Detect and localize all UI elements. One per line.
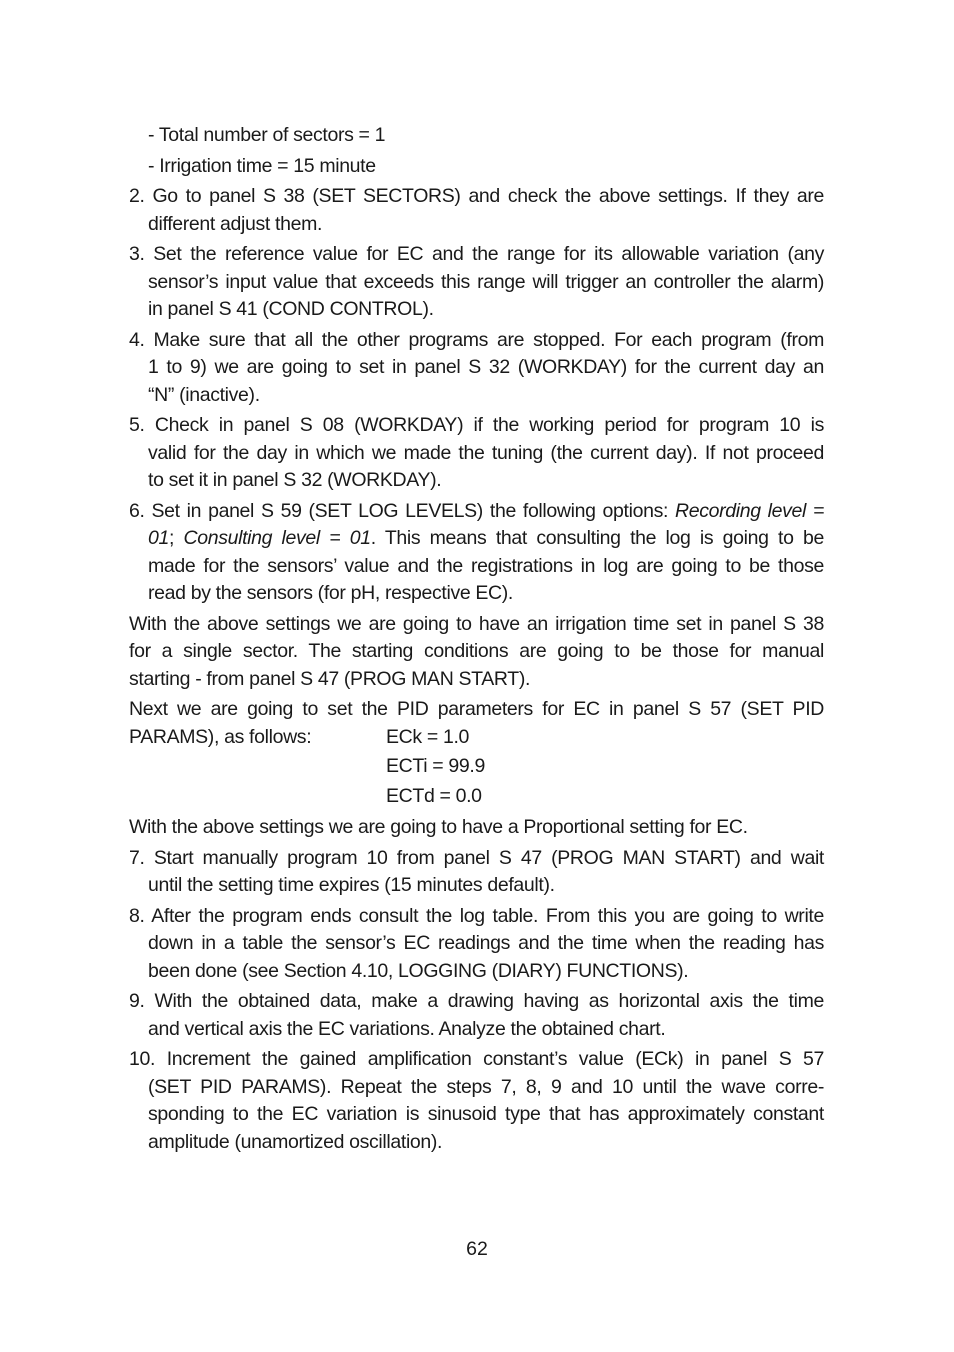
page-number: 62 [466, 1238, 488, 1260]
step-6-line-1 [129, 498, 824, 526]
step-6 [129, 498, 824, 608]
step-10-line-4: amplitude (unamortized oscillation). [148, 1130, 443, 1153]
step-6-line-4: read by the sensors (for pH, respective EC). [148, 582, 514, 604]
para-1-line-1: With the above settings we are going to have an irrigation time set in panel S 38 [129, 612, 824, 635]
para-2-line-1: Next we are going to set the PID parameters for EC in panel S 57 (SET PID [129, 698, 824, 720]
step-6-line-2-text: . This means that consulting the log is going to be [370, 527, 824, 549]
step-3-line-1: 3. Set the reference value for EC and the range for its allowable variation (any [129, 243, 824, 265]
pid-ectd: ECTd = 0.0 [386, 785, 482, 807]
pid-row-ecti [129, 751, 824, 781]
step-2-line-2: different adjust them. [148, 212, 323, 235]
step-5 [129, 412, 824, 495]
step-10-line-1: 10. Increment the gained amplification constant’s value (ECk) in panel S 57 [129, 1048, 824, 1070]
step-7-line-2: until the setting time expires (15 minutes default). [148, 874, 555, 896]
intro-irrigation-time: - Irrigation time = 15 minute [148, 154, 376, 177]
step-6-line-3: made for the sensors’ value and the registrations in log are going to be those [148, 554, 824, 577]
step-6-line-1-text: 6. Set in panel S 59 (SET LOG LEVELS) the following options: [129, 499, 675, 522]
step-9-line-2: and vertical axis the EC variations. Analyze the obtained chart. [148, 1017, 666, 1040]
step-3-line-2: sensor’s input value that exceeds this range will trigger an controller the alarm) [148, 270, 824, 293]
paragraph-irrigation-settings [129, 611, 824, 694]
step-5-line-1: 5. Check in panel S 08 (WORKDAY) if the working period for program 10 is [129, 414, 824, 436]
step-9-line-1: 9. With the obtained data, make a drawing having as horizontal axis the time [129, 990, 824, 1012]
para-1-line-3: starting - from panel S 47 (PROG MAN START). [129, 667, 531, 690]
step-8-line-1: 8. After the program ends consult the log table. From this you are going to write [129, 904, 824, 927]
page-body [129, 122, 824, 1156]
recording-level-label: Recording level = [674, 499, 824, 522]
step-10 [129, 1046, 824, 1156]
para-1-line-2: for a single sector. The starting conditions are going to be those for manual [129, 640, 824, 662]
step-10-line-3: sponding to the EC variation is sinusoid type that has approximately constant [148, 1103, 824, 1125]
step-8-line-3: been done (see Section 4.10, LOGGING (DIARY) FUNCTIONS). [148, 959, 689, 982]
intro-sectors: - Total number of sectors = 1 [148, 124, 386, 146]
step-10-line-2: (SET PID PARAMS). Repeat the steps 7, 8, 9 and 10 until the wave corre- [148, 1075, 824, 1098]
paragraph-proportional: With the above settings we are going to have a Proportional setting for EC. [129, 816, 748, 838]
step-4-line-3: “N” (inactive). [148, 383, 260, 406]
step-3-line-3: in panel S 41 (COND CONTROL). [148, 298, 434, 320]
step-6-line-2 [129, 525, 824, 553]
recording-level-value: 01 [148, 527, 169, 549]
step-2 [129, 183, 824, 238]
pid-ecti: ECTi = 99.9 [386, 755, 485, 777]
step-4 [129, 327, 824, 410]
consulting-level: Consulting level = 01 [183, 527, 371, 549]
step-2-line-1: 2. Go to panel S 38 (SET SECTORS) and check the above settings. If they are [129, 185, 824, 207]
step-4-line-1: 4. Make sure that all the other programs are stopped. For each program (from [129, 328, 824, 351]
pid-row-eck [129, 724, 824, 752]
step-7 [129, 845, 824, 900]
step-9 [129, 988, 824, 1043]
step-8 [129, 903, 824, 986]
step-5-line-3: to set it in panel S 32 (WORKDAY). [148, 469, 442, 491]
pid-eck: ECk = 1.0 [386, 725, 470, 748]
step-7-line-1: 7. Start manually program 10 from panel S 47 (PROG MAN START) and wait [129, 846, 824, 869]
step-8-line-2: down in a table the sensor’s EC readings and the time when the reading has [148, 932, 824, 954]
step-6-separator: ; [169, 527, 184, 549]
pid-row-ectd [129, 781, 824, 811]
paragraph-pid-params [129, 696, 824, 811]
step-3 [129, 241, 824, 324]
pid-intro-label: PARAMS), as follows: [129, 725, 312, 748]
step-5-line-2: valid for the day in which we made the tuning (the current day). If not proceed [148, 441, 824, 464]
step-4-line-2: 1 to 9) we are going to set in panel S 32 (WORKDAY) for the current day an [148, 356, 824, 378]
